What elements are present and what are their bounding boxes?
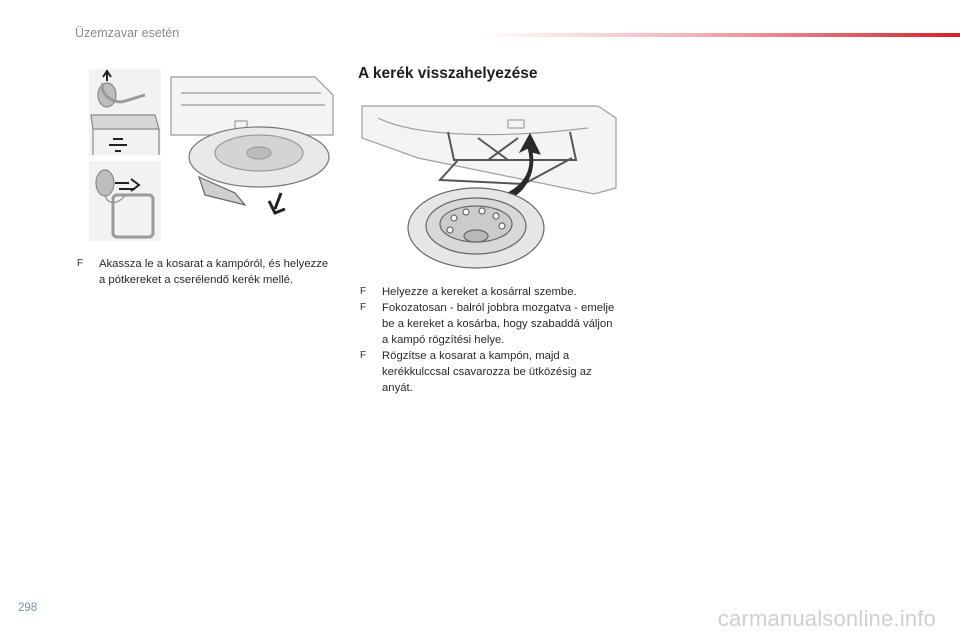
bullet-marker: F xyxy=(77,258,84,269)
spare-wheel-under-car xyxy=(171,77,333,213)
accent-bar xyxy=(480,33,960,37)
step-item xyxy=(75,256,335,288)
spare-wheel xyxy=(408,188,544,268)
bullet-marker: F xyxy=(360,350,367,361)
hook-detail-bottom xyxy=(89,161,161,241)
basket-unhook-illustration xyxy=(85,65,337,245)
watermark: carmanualsonline.info xyxy=(717,606,936,631)
step-text: Akassza le a kosarat a kampóról, és helyezze a pótkereket a cserélendő kerék mellé. xyxy=(99,258,329,286)
section-title: A kerék visszahelyezése xyxy=(358,65,538,82)
bullet-marker: F xyxy=(360,302,367,313)
wheel-into-basket-illustration xyxy=(358,98,620,276)
step-item xyxy=(358,284,620,300)
page-number: 298 xyxy=(18,602,38,614)
chapter-title: Üzemzavar esetén xyxy=(75,26,180,40)
hook-detail-top xyxy=(89,69,161,155)
step-text: Helyezze a kereket a kosárral szembe. xyxy=(382,286,577,298)
bullet-marker: F xyxy=(360,286,367,297)
step-item xyxy=(358,348,620,396)
right-step-list xyxy=(358,284,620,396)
step-text: Fokozatosan - balról jobbra mozgatva - emelje be a kereket a kosárba, hogy szabaddá váljon a kampó rögzítési helye. xyxy=(382,302,615,346)
step-item xyxy=(358,300,620,348)
step-text: Rögzítse a kosarat a kampón, majd a kerékkulccsal csavarozza be ütközésig az anyát. xyxy=(382,350,592,394)
left-step-list xyxy=(75,256,335,288)
